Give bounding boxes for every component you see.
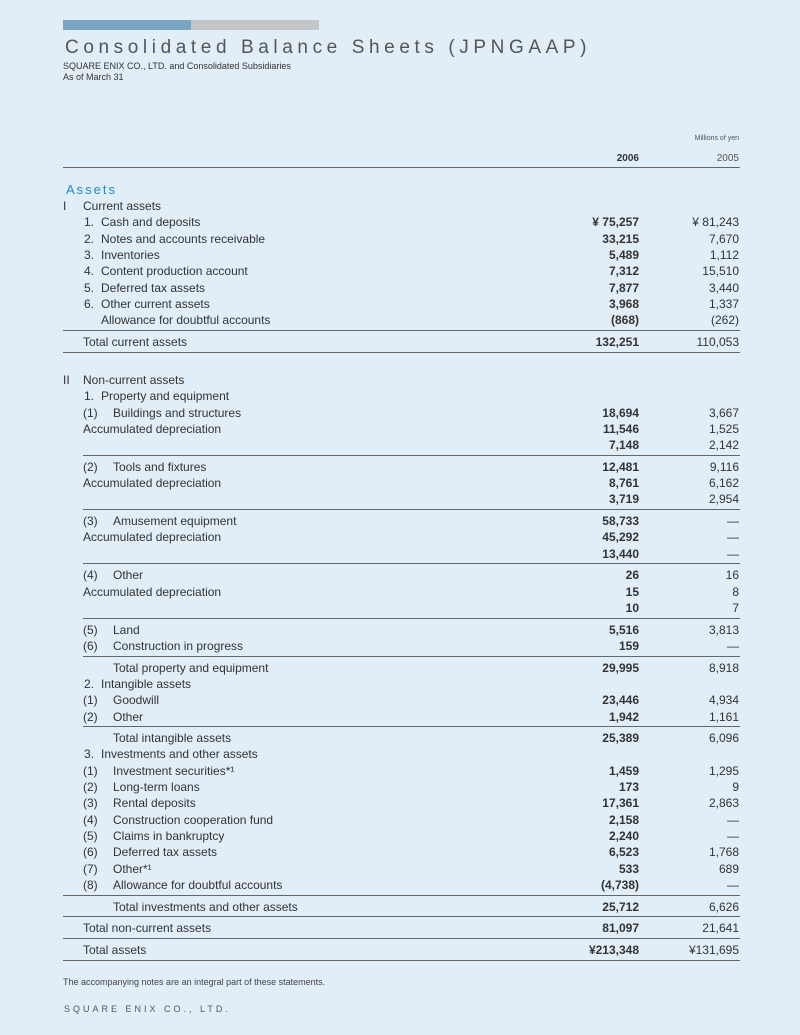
table-row <box>0 547 800 561</box>
value-2006: 1,942 <box>608 710 639 724</box>
table-row <box>0 829 800 843</box>
row-index: 2. <box>84 677 95 691</box>
value-2006: 29,995 <box>602 661 639 675</box>
table-row <box>0 406 800 420</box>
value-2005: 9,116 <box>709 460 739 474</box>
row-label: Accumulated depreciation <box>83 585 222 599</box>
row-label: Content production account <box>101 264 248 278</box>
row-index: (2) <box>83 710 98 724</box>
row-label: Deferred tax assets <box>101 281 206 295</box>
value-2006: 45,292 <box>602 530 639 544</box>
row-label: Buildings and structures <box>113 406 242 420</box>
row-index: (2) <box>83 780 98 794</box>
row-label: Construction cooperation fund <box>113 813 274 827</box>
value-2006: 17,361 <box>602 796 639 810</box>
value-2006: 23,446 <box>602 693 639 707</box>
row-label: Other*¹ <box>113 862 152 876</box>
table-row <box>0 878 800 892</box>
value-2006: ¥ 75,257 <box>592 215 639 229</box>
row-label: Total assets <box>83 943 147 957</box>
row-index: 2. <box>84 232 95 246</box>
value-2005: — <box>727 530 739 544</box>
row-index: (6) <box>83 845 98 859</box>
table-row <box>0 335 800 349</box>
value-2006: 8,761 <box>608 476 639 490</box>
row-index: (1) <box>83 764 98 778</box>
value-2006: 11,546 <box>602 422 639 436</box>
value-2006: 6,523 <box>608 845 639 859</box>
value-2006: 15 <box>625 585 639 599</box>
value-2005: 6,096 <box>708 731 739 745</box>
row-label: Notes and accounts receivable <box>101 232 266 246</box>
value-2005: 6,162 <box>708 476 739 490</box>
value-2005: 8 <box>732 585 739 599</box>
value-2006: 81,097 <box>602 921 639 935</box>
row-label: Other <box>113 568 144 582</box>
value-2006: 173 <box>618 780 639 794</box>
value-2006: 58,733 <box>602 514 639 528</box>
row-index: 1. <box>84 215 95 229</box>
value-2005: — <box>727 547 739 561</box>
value-2006: 33,215 <box>602 232 639 246</box>
table-row <box>0 568 800 582</box>
value-2005: 2,142 <box>708 438 739 452</box>
table-row <box>0 900 800 914</box>
value-2005: 9 <box>732 780 739 794</box>
row-label: Allowance for doubtful accounts <box>113 878 283 892</box>
row-index: (1) <box>83 406 98 420</box>
value-2006: 26 <box>625 568 639 582</box>
table-row <box>0 731 800 745</box>
table-row <box>0 438 800 452</box>
row-label: Total non-current assets <box>83 921 212 935</box>
table-row <box>0 460 800 474</box>
statement-date: As of March 31 <box>63 72 124 82</box>
value-2005: 1,337 <box>708 297 739 311</box>
value-2005: 4,934 <box>708 693 739 707</box>
table-row <box>0 281 800 295</box>
value-2005: 689 <box>718 862 739 876</box>
row-label: Total current assets <box>83 335 188 349</box>
value-2005: — <box>727 639 739 653</box>
row-index: 3. <box>84 747 95 761</box>
table-row <box>0 422 800 436</box>
value-2005: 8,918 <box>708 661 739 675</box>
value-2005: — <box>727 829 739 843</box>
table-row <box>0 813 800 827</box>
row-label: Cash and deposits <box>101 215 201 229</box>
value-2005: 3,440 <box>708 281 739 295</box>
value-2006: 12,481 <box>602 460 639 474</box>
table-row <box>0 639 800 653</box>
row-label: Non-current assets <box>83 373 185 387</box>
row-index: (8) <box>83 878 98 892</box>
table-row <box>0 601 800 615</box>
value-2005: 15,510 <box>702 264 739 278</box>
row-label: Allowance for doubtful accounts <box>101 313 271 327</box>
value-2005: — <box>727 514 739 528</box>
table-row <box>0 199 800 213</box>
value-2005: 1,295 <box>708 764 739 778</box>
value-2006: 5,489 <box>608 248 639 262</box>
section-title-assets: Assets <box>66 182 118 197</box>
footnote: The accompanying notes are an integral part of these statements. <box>63 977 326 987</box>
value-2006: 3,719 <box>608 492 639 506</box>
row-label: Property and equipment <box>101 389 230 403</box>
value-2005: 2,954 <box>708 492 739 506</box>
value-2005: — <box>727 878 739 892</box>
value-2006: 25,389 <box>602 731 639 745</box>
row-label: Investment securities*¹ <box>113 764 235 778</box>
table-row <box>0 710 800 724</box>
row-index: 4. <box>84 264 95 278</box>
table-row <box>0 921 800 935</box>
value-2005: ¥ 81,243 <box>692 215 739 229</box>
value-2006: 3,968 <box>608 297 639 311</box>
row-label: Rental deposits <box>113 796 196 810</box>
value-2006: 7,312 <box>608 264 639 278</box>
row-label: Claims in bankruptcy <box>113 829 225 843</box>
table-row <box>0 313 800 327</box>
table-row <box>0 373 800 387</box>
row-label: Land <box>113 623 140 637</box>
value-2006: 533 <box>618 862 639 876</box>
row-index: 6. <box>84 297 95 311</box>
row-index: (5) <box>83 829 98 843</box>
value-2005: 1,768 <box>708 845 739 859</box>
value-2005: 7,670 <box>708 232 739 246</box>
value-2006: 18,694 <box>602 406 639 420</box>
row-index: (3) <box>83 796 98 810</box>
row-label: Amusement equipment <box>113 514 237 528</box>
value-2005: 3,813 <box>708 623 739 637</box>
table-row <box>0 780 800 794</box>
row-label: Goodwill <box>113 693 160 707</box>
value-2006: 132,251 <box>595 335 639 349</box>
value-2005: 21,641 <box>702 921 739 935</box>
table-row <box>0 215 800 229</box>
row-index: (7) <box>83 862 98 876</box>
value-2005: 6,626 <box>708 900 739 914</box>
row-label: Other current assets <box>101 297 210 311</box>
table-row <box>0 530 800 544</box>
table-row <box>0 248 800 262</box>
value-2006: 1,459 <box>608 764 639 778</box>
table-row <box>0 492 800 506</box>
value-2005: 1,161 <box>708 710 739 724</box>
row-index: (6) <box>83 639 98 653</box>
table-row <box>0 862 800 876</box>
row-index: (5) <box>83 623 98 637</box>
row-index: 3. <box>84 248 95 262</box>
row-index: (1) <box>83 693 98 707</box>
table-row <box>0 514 800 528</box>
row-index: (2) <box>83 460 98 474</box>
row-label: Current assets <box>83 199 162 213</box>
table-row <box>0 943 800 957</box>
table-row <box>0 297 800 311</box>
value-2006: ¥213,348 <box>588 943 639 957</box>
table-row <box>0 796 800 810</box>
table-row <box>0 476 800 490</box>
row-label: Inventories <box>101 248 160 262</box>
table-row <box>0 232 800 246</box>
row-index: II <box>63 373 70 387</box>
value-2005: ¥131,695 <box>688 943 739 957</box>
value-2006: (868) <box>610 313 639 327</box>
value-2006: (4,738) <box>600 878 639 892</box>
table-row <box>0 389 800 403</box>
row-index: (4) <box>83 813 98 827</box>
table-row <box>0 747 800 761</box>
value-2006: 13,440 <box>602 547 639 561</box>
value-2005: 1,112 <box>709 248 739 262</box>
row-label: Total intangible assets <box>113 731 232 745</box>
value-2006: 10 <box>625 601 639 615</box>
table-row <box>0 623 800 637</box>
table-row <box>0 264 800 278</box>
table-row <box>0 845 800 859</box>
row-label: Intangible assets <box>101 677 192 691</box>
value-2006: 159 <box>618 639 639 653</box>
table-row <box>0 585 800 599</box>
footer-company: SQUARE ENIX CO., LTD. <box>64 1004 231 1014</box>
value-2006: 7,877 <box>608 281 639 295</box>
company-name: SQUARE ENIX CO., LTD. and Consolidated Subsidiaries <box>63 61 291 71</box>
row-label: Tools and fixtures <box>113 460 207 474</box>
row-label: Investments and other assets <box>101 747 258 761</box>
row-label: Total investments and other assets <box>113 900 298 914</box>
value-2005: 2,863 <box>708 796 739 810</box>
row-label: Accumulated depreciation <box>83 530 222 544</box>
column-header-2006: 2006 <box>616 153 639 164</box>
value-2005: 16 <box>725 568 739 582</box>
value-2006: 5,516 <box>608 623 639 637</box>
value-2005: 7 <box>732 601 739 615</box>
row-label: Other <box>113 710 144 724</box>
row-label: Total property and equipment <box>113 661 269 675</box>
value-2006: 2,240 <box>608 829 639 843</box>
row-index: (3) <box>83 514 98 528</box>
row-label: Construction in progress <box>113 639 244 653</box>
table-row <box>0 677 800 691</box>
row-index: (4) <box>83 568 98 582</box>
value-2005: 110,053 <box>696 335 739 349</box>
table-row <box>0 661 800 675</box>
value-2005: (262) <box>710 313 739 327</box>
row-index: I <box>63 199 67 213</box>
table-row <box>0 693 800 707</box>
row-label: Accumulated depreciation <box>83 422 222 436</box>
page-title: Consolidated Balance Sheets (JPNGAAP) <box>65 37 592 58</box>
row-index: 1. <box>84 389 95 403</box>
row-label: Accumulated depreciation <box>83 476 222 490</box>
value-2006: 2,158 <box>608 813 639 827</box>
row-label: Long-term loans <box>113 780 200 794</box>
value-2006: 25,712 <box>602 900 639 914</box>
value-2006: 7,148 <box>608 438 639 452</box>
units-label: Millions of yen <box>694 135 739 142</box>
value-2005: 1,525 <box>708 422 739 436</box>
column-header-2005: 2005 <box>716 153 739 164</box>
value-2005: — <box>727 813 739 827</box>
row-index: 5. <box>84 281 95 295</box>
value-2005: 3,667 <box>708 406 739 420</box>
table-row <box>0 764 800 778</box>
row-label: Deferred tax assets <box>113 845 218 859</box>
